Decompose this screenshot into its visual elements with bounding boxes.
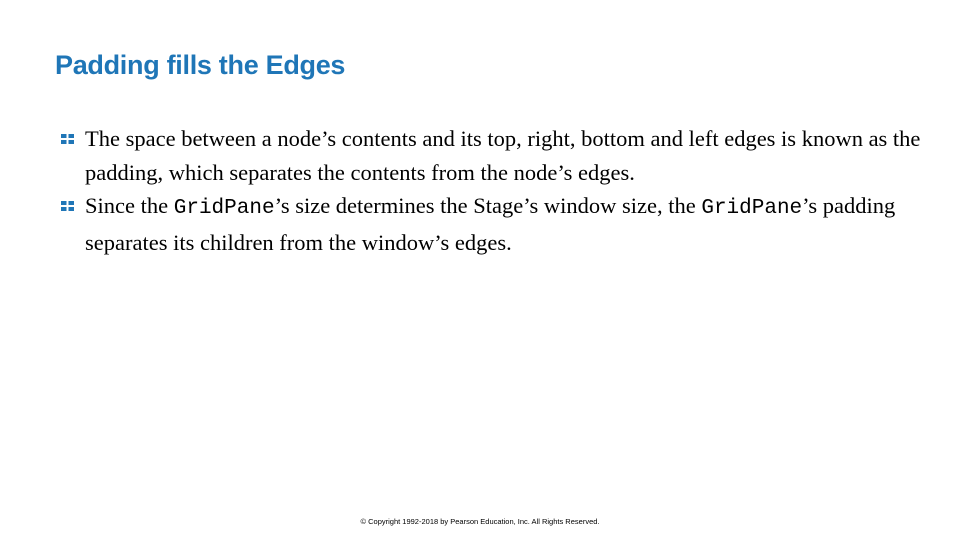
bullet-text-part: ’s size determines the Stage’s window size, the (274, 193, 702, 218)
bullet-text-part: Since the (85, 193, 174, 218)
bullet-text: The space between a node’s contents and its top, right, bottom and left edges is known as the padding, which separates the contents from the node’s edges. (85, 126, 921, 185)
code-gridpane: GridPane (701, 197, 803, 220)
copyright-footer: © Copyright 1992-2018 by Pearson Education, Inc. All Rights Reserved. (360, 517, 600, 526)
square-grid-bullet-icon (61, 134, 74, 144)
bullet-item-gridpane-padding (63, 189, 923, 259)
slide-title: Padding fills the Edges (55, 50, 346, 80)
bullet-item-padding-definition (63, 122, 923, 189)
bullet-text-part: ’s padding separates its children from the window’s edges. (85, 193, 896, 255)
bullet-list (63, 122, 923, 259)
square-grid-bullet-icon (61, 201, 74, 211)
code-gridpane: GridPane (173, 197, 275, 220)
